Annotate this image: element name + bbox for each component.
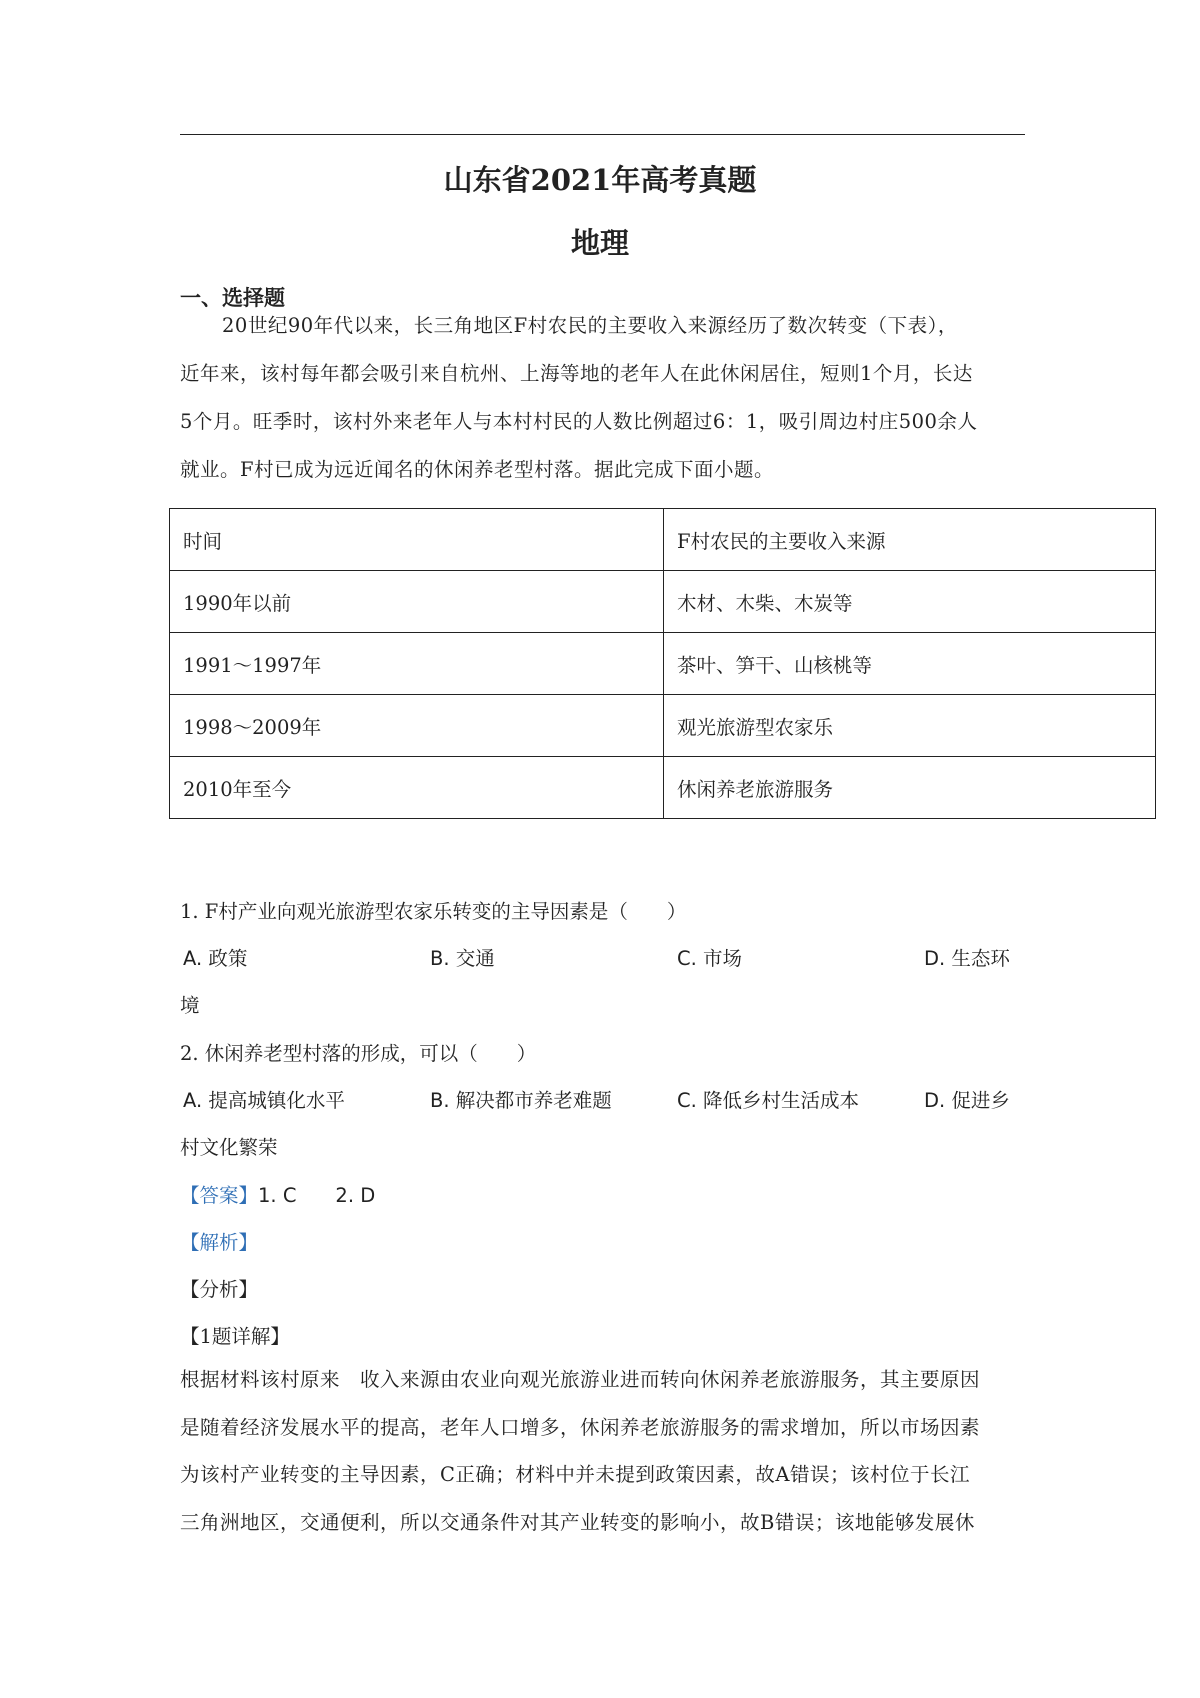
q1-option-d: D. 生态环 bbox=[924, 947, 1010, 970]
subject-title: 地理 bbox=[570, 226, 629, 260]
analysis-line: 是随着经济发展水平的提高，老年人口增多，休闲养老旅游服务的需求增加，所以市场因素 bbox=[180, 1415, 981, 1439]
table-row bbox=[170, 571, 1156, 633]
answer-tag: 【答案】 bbox=[180, 1184, 259, 1207]
intro-paragraph bbox=[180, 302, 1025, 494]
fenxi-tag: 【分析】 bbox=[180, 1278, 259, 1301]
table-row bbox=[170, 757, 1156, 819]
q2-option-wrap: 村文化繁荣 bbox=[180, 1136, 278, 1159]
table-header-cell: F村农民的主要收入来源 bbox=[664, 509, 1156, 571]
intro-line: 就业。F村已成为远近闻名的休闲养老型村落。据此完成下面小题。 bbox=[180, 458, 775, 481]
table-row bbox=[170, 695, 1156, 757]
table-cell: 1991～1997年 bbox=[170, 633, 664, 695]
table-row bbox=[170, 633, 1156, 695]
intro-line: 5个月。旺季时，该村外来老年人与本村村民的人数比例超过6：1，吸引周边村庄500余人 bbox=[180, 410, 978, 433]
table-cell: 观光旅游型农家乐 bbox=[664, 695, 1156, 757]
q1-option-b: B. 交通 bbox=[430, 947, 495, 970]
page-title: 山东省2021年高考真题 bbox=[443, 163, 757, 197]
analysis-paragraph bbox=[180, 1356, 1025, 1546]
q2-option-c: C. 降低乡村生活成本 bbox=[677, 1089, 860, 1112]
question-2-stem: 2. 休闲养老型村落的形成，可以（ ） bbox=[180, 1042, 537, 1065]
table-header-row bbox=[170, 509, 1156, 571]
table-cell: 茶叶、笋干、山核桃等 bbox=[664, 633, 1156, 695]
question-1-stem: 1. F村产业向观光旅游型农家乐转变的主导因素是（ ） bbox=[180, 900, 687, 923]
income-table bbox=[169, 508, 1156, 819]
table-cell: 木材、木柴、木炭等 bbox=[664, 571, 1156, 633]
analysis-line: 为该村产业转变的主导因素，C正确；材料中并未提到政策因素，故A错误；该村位于长江 bbox=[180, 1463, 971, 1486]
q1-option-wrap: 境 bbox=[180, 994, 200, 1017]
table-cell: 休闲养老旅游服务 bbox=[664, 757, 1156, 819]
detail-tag: 【1题详解】 bbox=[180, 1325, 290, 1348]
table-cell: 1990年以前 bbox=[170, 571, 664, 633]
analysis-line: 根据材料该村原来 收入来源由农业向观光旅游业进而转向休闲养老旅游服务，其主要原因 bbox=[180, 1368, 981, 1391]
answer-text: 1. C 2. D bbox=[258, 1184, 376, 1207]
q1-option-a: A. 政策 bbox=[183, 947, 248, 970]
answer-line bbox=[180, 1180, 375, 1208]
q2-option-a: A. 提高城镇化水平 bbox=[183, 1089, 345, 1112]
intro-line: 近年来，该村每年都会吸引来自杭州、上海等地的老年人在此休闲居住，短则1个月，长达 bbox=[180, 362, 973, 385]
table-header-cell: 时间 bbox=[170, 509, 664, 571]
header-rule bbox=[180, 134, 1025, 135]
intro-line: 20世纪90年代以来，长三角地区F村农民的主要收入来源经历了数次转变（下表）， bbox=[222, 314, 958, 337]
q2-option-b: B. 解决都市养老难题 bbox=[430, 1089, 612, 1112]
section-heading: 一、选择题 bbox=[180, 286, 285, 310]
analysis-tag: 【解析】 bbox=[180, 1231, 259, 1254]
table-cell: 1998～2009年 bbox=[170, 695, 664, 757]
analysis-line: 三角洲地区，交通便利，所以交通条件对其产业转变的影响小，故B错误；该地能够发展休 bbox=[180, 1510, 975, 1534]
q1-option-c: C. 市场 bbox=[677, 947, 743, 970]
q2-option-d: D. 促进乡 bbox=[924, 1089, 1010, 1112]
table-cell: 2010年至今 bbox=[170, 757, 664, 819]
